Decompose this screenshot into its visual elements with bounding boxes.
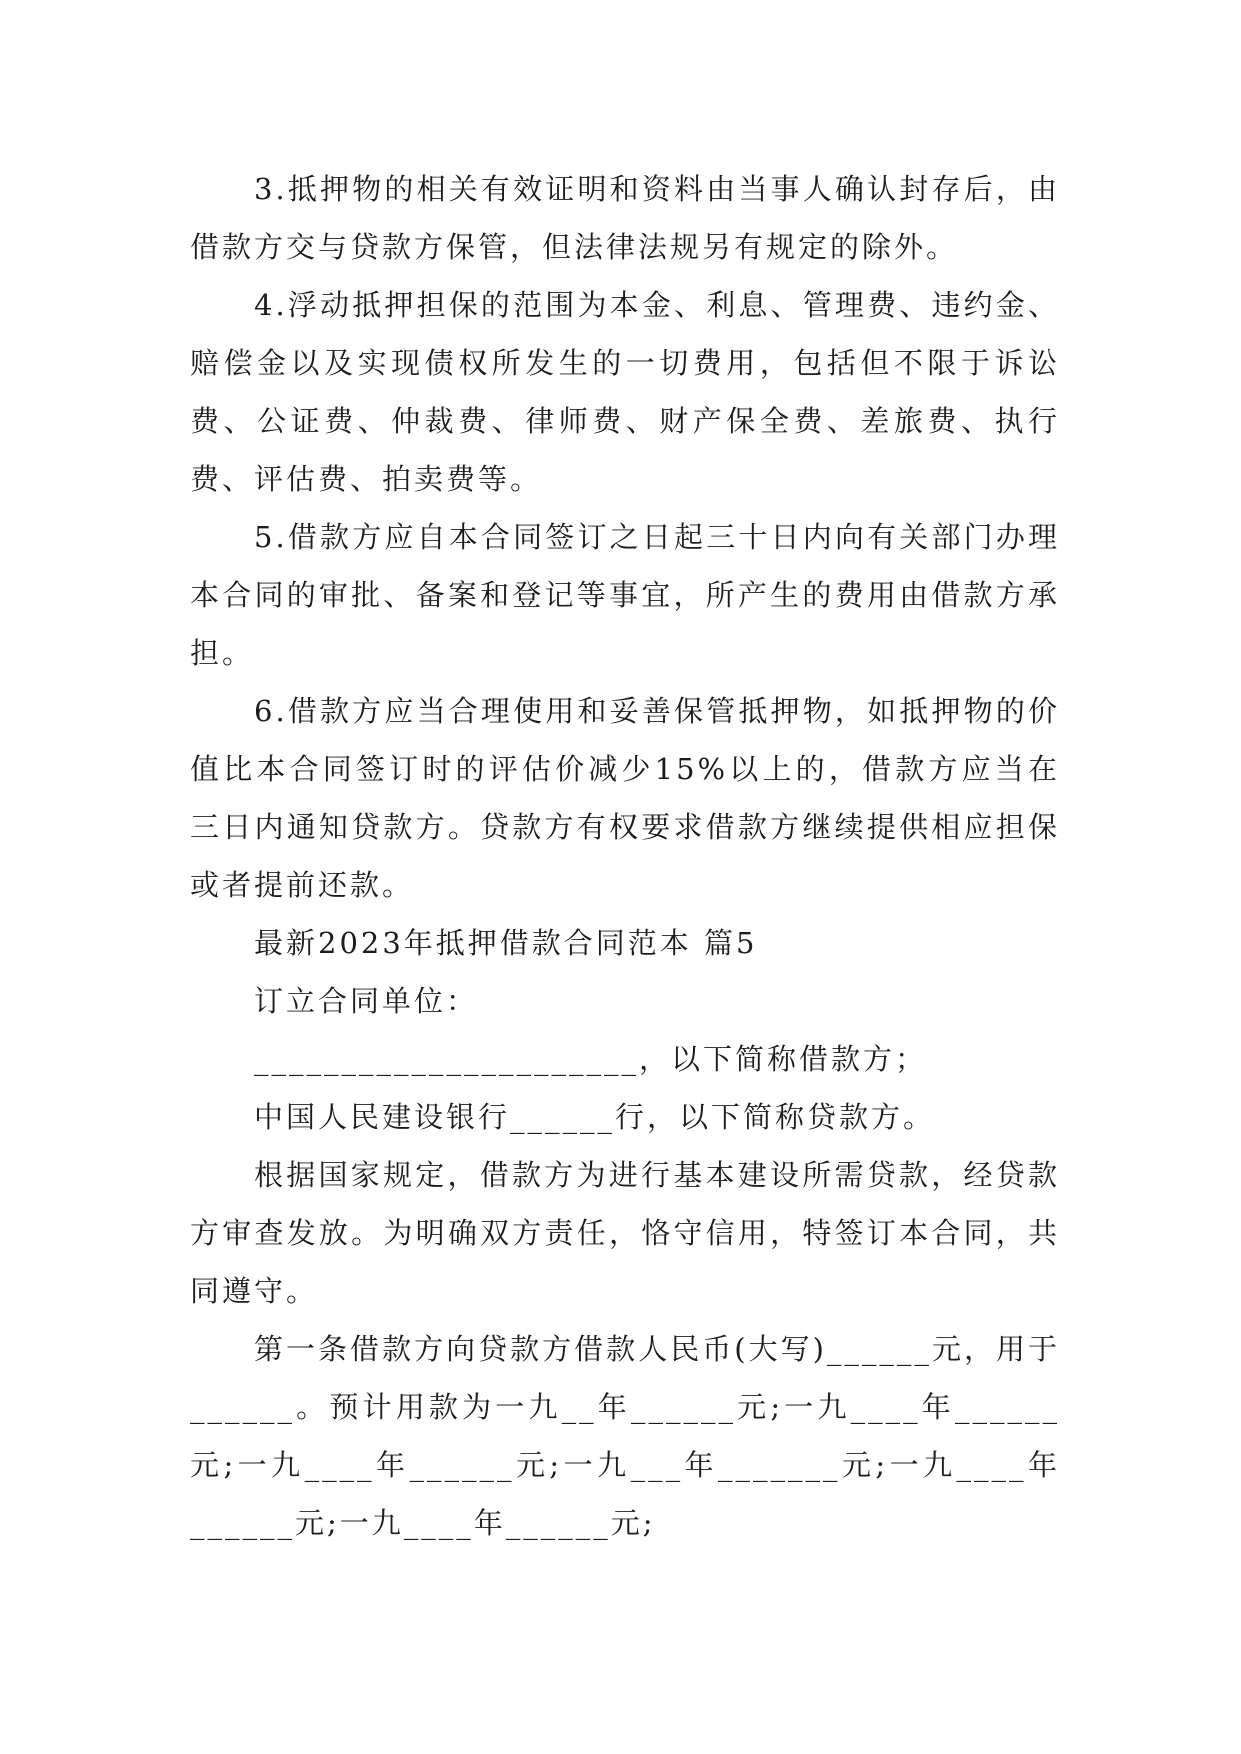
clause-3-paragraph: 3.抵押物的相关有效证明和资料由当事人确认封存后，由借款方交与贷款方保管，但法律法规另有规定的除外。: [190, 172, 1060, 264]
clause-6-paragraph: 6.借款方应当合理使用和妥善保管抵押物，如抵押物的价值比本合同签订时的评估价减少15%以上的，借款方应当在三日内通知贷款方。贷款方有权要求借款方继续提供相应担保或者提前还款。: [190, 694, 1060, 902]
document-body: [190, 160, 1060, 1552]
lender-line: 中国人民建设银行______行，以下简称贷款方。: [254, 1100, 936, 1134]
clause-4-paragraph: 4.浮动抵押担保的范围为本金、利息、管理费、违约金、赔偿金以及实现债权所发生的一切费用，包括但不限于诉讼费、公证费、仲裁费、律师费、财产保全费、差旅费、执行费、评估费、拍卖费等。: [190, 288, 1060, 496]
article-1-paragraph: 第一条借款方向贷款方借款人民币(大写)______元，用于______。预计用款为一九__年______元;一九____年______元;一九____年______元;一九___年_______元;一九____年______元;一九____年______元;: [190, 1332, 1060, 1540]
borrower-line: ______________________，以下简称借款方；: [254, 1042, 928, 1076]
preamble-paragraph: 根据国家规定，借款方为进行基本建设所需贷款，经贷款方审查发放。为明确双方责任，恪守信用，特签订本合同，共同遵守。: [190, 1158, 1060, 1308]
contracting-units-label: 订立合同单位：: [254, 984, 479, 1018]
clause-5-paragraph: 5.借款方应自本合同签订之日起三十日内向有关部门办理本合同的审批、备案和登记等事宜，所产生的费用由借款方承担。: [190, 520, 1060, 670]
section-heading: 最新2023年抵押借款合同范本 篇5: [254, 926, 758, 960]
